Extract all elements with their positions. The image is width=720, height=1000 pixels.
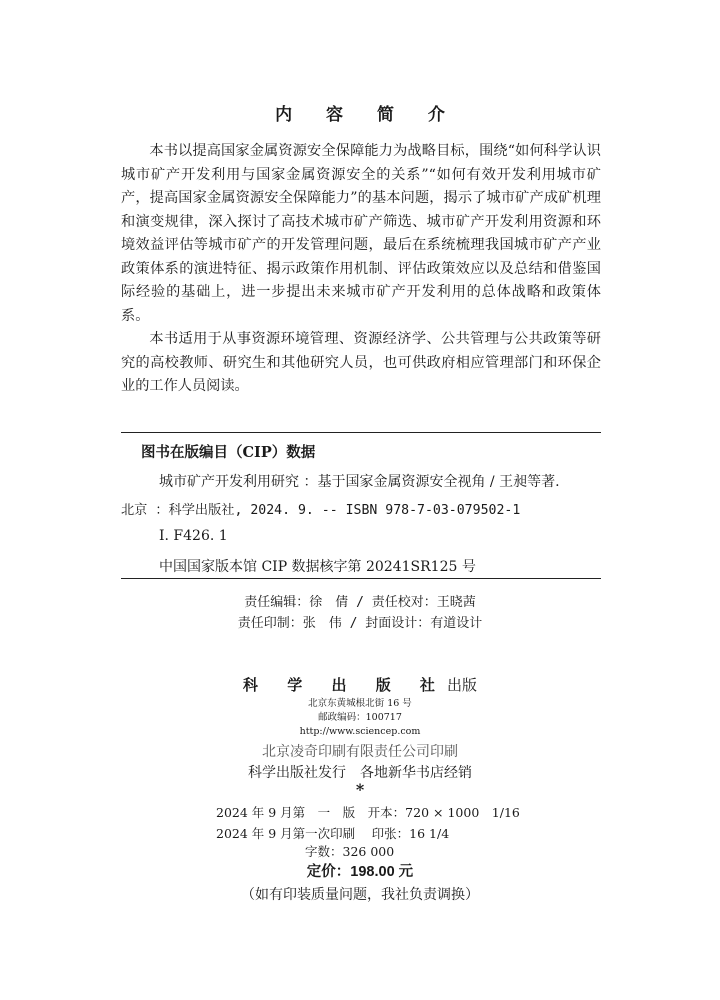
- cip-heading: 图书在版编目（CIP）数据: [141, 444, 316, 461]
- word-count-line: 字数：326 000: [305, 844, 395, 859]
- page-title: 内 容 简 介: [275, 105, 459, 125]
- publisher-logo-name: 科 学 出 版 社: [243, 676, 447, 694]
- separator-asterisk: *: [355, 780, 365, 799]
- publisher-url: http://www.sciencep.com: [299, 726, 421, 737]
- distribution-line: 科学出版社发行 各地新华书店经销: [248, 765, 472, 781]
- intro-paragraph-1: 本书以提高国家金属资源安全保障能力为战略目标，围绕“如何科学认识城市矿产开发利用与国家金属资源安全的关系”“如何有效开发利用城市矿产，提高国家金属资源安全保障能力”的基本问题，揭示了城市矿产成矿机理和演变规律，深入探讨了高技术城市矿产筛选、城市矿产开发利用资源和环境效益评估等城市矿产的开发管理问题，最后在系统梳理我国城市矿产产业政策体系的演进特征、揭示政策作用机制、评估政策效应以及总结和借鉴国际经验的基础上，进一步提出未来城市矿产开发利用的总体战略和政策体系。: [121, 143, 601, 324]
- printing-sheets-line: 2024 年 9 月第一次印刷 印张：16 1/4: [216, 826, 450, 841]
- publisher-suffix: 出版: [446, 676, 477, 694]
- cip-record-number: 中国国家版本馆 CIP 数据核字第 20241SR125 号: [159, 559, 476, 575]
- publisher-address: 北京东黄城根北街 16 号: [308, 698, 412, 709]
- book-introduction: [121, 140, 601, 399]
- edition-format-line: 2024 年 9 月第 一 版 开本：720 × 1000 1/16: [216, 805, 520, 820]
- publisher-imprint: [0, 674, 720, 695]
- cip-top-divider: [121, 432, 601, 433]
- printer-line: 北京凌奇印刷有限责任公司印刷: [262, 744, 458, 760]
- price-label: 定价：198.00 元: [306, 864, 414, 880]
- editor-credits: 责任编辑：徐 倩 / 责任校对：王晓茜: [244, 595, 476, 610]
- publisher-postcode: 邮政编码：100717: [318, 712, 402, 723]
- cip-bottom-divider: [121, 578, 601, 579]
- cip-publication-line: 北京 ：科学出版社, 2024. 9. -- ISBN 978-7-03-079502-1: [121, 503, 521, 518]
- cip-title-line: 城市矿产开发利用研究 ：基于国家金属资源安全视角 / 王昶等著.: [159, 474, 560, 490]
- quality-notice: （如有印装质量问题，我社负责调换）: [241, 887, 479, 903]
- intro-paragraph-2: 本书适用于从事资源环境管理、资源经济学、公共管理与公共政策等研究的高校教师、研究生和其他研究人员，也可供政府相应管理部门和环保企业的工作人员阅读。: [121, 331, 601, 394]
- cip-classification: Ⅰ. F426. 1: [159, 528, 228, 544]
- production-credits: 责任印制：张 伟 / 封面设计：有道设计: [237, 616, 483, 631]
